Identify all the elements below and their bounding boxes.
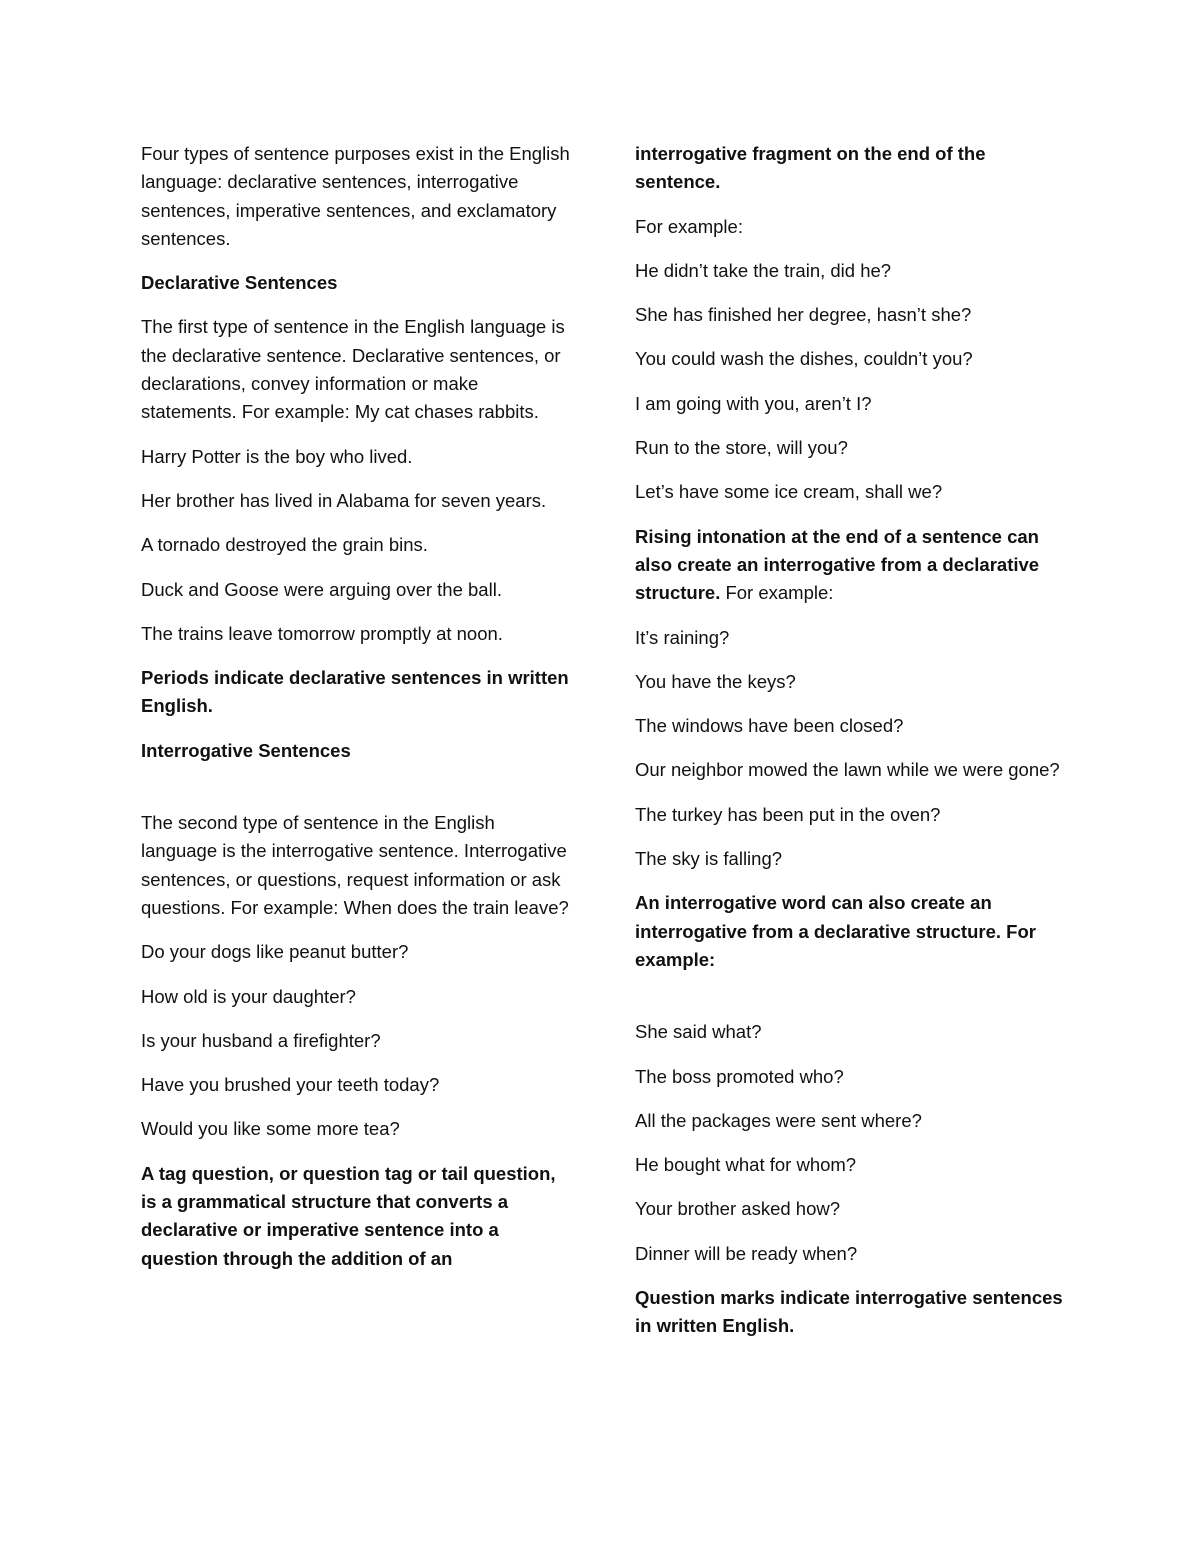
interrogative-example: Is your husband a firefighter? — [141, 1029, 381, 1051]
word-example: She said what? — [635, 1021, 762, 1043]
for-example-label: For example: — [635, 215, 743, 237]
rising-example: The turkey has been put in the oven? — [635, 803, 941, 825]
tag-example: Run to the store, will you? — [635, 437, 848, 459]
interrogative-example: Have you brushed your teeth today? — [141, 1074, 440, 1096]
declarative-example: The trains leave tomorrow promptly at noon. — [141, 622, 503, 644]
rising-intonation-bold: Rising intonation at the end of a sentence can also create an interrogative from a declarative structure. — [635, 525, 1040, 604]
rising-example: The sky is falling? — [635, 848, 783, 870]
declarative-example: Duck and Goose were arguing over the ball. — [141, 578, 502, 600]
rising-example: The windows have been closed? — [635, 715, 904, 737]
rising-intonation-paragraph — [635, 523, 1065, 608]
declarative-rule: Periods indicate declarative sentences in written English. — [141, 667, 569, 717]
intro-paragraph: Four types of sentence purposes exist in the English language: declarative sentences, interrogative sentences, imperative sentences, and exclamatory sentences. — [141, 143, 570, 249]
declarative-example: Her brother has lived in Alabama for seven years. — [141, 489, 547, 511]
declarative-example: A tornado destroyed the grain bins. — [141, 534, 428, 556]
blank-line — [635, 990, 1065, 1018]
word-example: The boss promoted who? — [635, 1065, 844, 1087]
word-example: He bought what for whom? — [635, 1154, 857, 1176]
declarative-intro-paragraph: The first type of sentence in the English language is the declarative sentence. Declarative sentences, or declarations, convey information or make statements. For example: My cat chases rabbits. — [141, 316, 565, 423]
tag-example: I am going with you, aren’t I? — [635, 392, 872, 414]
tag-question-paragraph: A tag question, or question tag or tail question, is a grammatical structure that converts a declarative or imperative sentence into a question through the addition of an — [141, 1162, 556, 1269]
word-example: Dinner will be ready when? — [635, 1242, 858, 1264]
question-mark-rule: Question marks indicate interrogative sentences in written English. — [635, 1287, 1063, 1337]
tag-example: Let’s have some ice cream, shall we? — [635, 481, 943, 503]
rising-intonation-for-example: For example: — [720, 582, 834, 604]
word-example: Your brother asked how? — [635, 1198, 841, 1220]
left-column — [141, 140, 571, 1289]
rising-example: You have the keys? — [635, 670, 796, 692]
rising-example: It’s raining? — [635, 626, 730, 648]
interrogative-example: How old is your daughter? — [141, 985, 356, 1007]
blank-line — [141, 781, 571, 809]
interrogative-example: Would you like some more tea? — [141, 1118, 400, 1140]
tag-example: He didn’t take the train, did he? — [635, 259, 892, 281]
tag-example: You could wash the dishes, couldn’t you? — [635, 348, 973, 370]
rising-example: Our neighbor mowed the lawn while we were gone? — [635, 759, 1060, 781]
interrogative-intro-paragraph: The second type of sentence in the English language is the interrogative sentence. Interrogative sentences, or questions, request information or ask questions. For example: When does the train leave? — [141, 812, 569, 918]
declarative-heading: Declarative Sentences — [141, 272, 338, 294]
interrogative-word-paragraph: An interrogative word can also create an interrogative from a declarative structure. For example: — [635, 892, 1036, 970]
interrogative-example: Do your dogs like peanut butter? — [141, 941, 409, 963]
tag-example: She has finished her degree, hasn’t she? — [635, 304, 972, 326]
declarative-example: Harry Potter is the boy who lived. — [141, 445, 413, 467]
tag-question-continuation: interrogative fragment on the end of the sentence. — [635, 143, 986, 193]
interrogative-heading: Interrogative Sentences — [141, 739, 351, 761]
word-example: All the packages were sent where? — [635, 1109, 922, 1131]
right-column — [635, 140, 1065, 1357]
